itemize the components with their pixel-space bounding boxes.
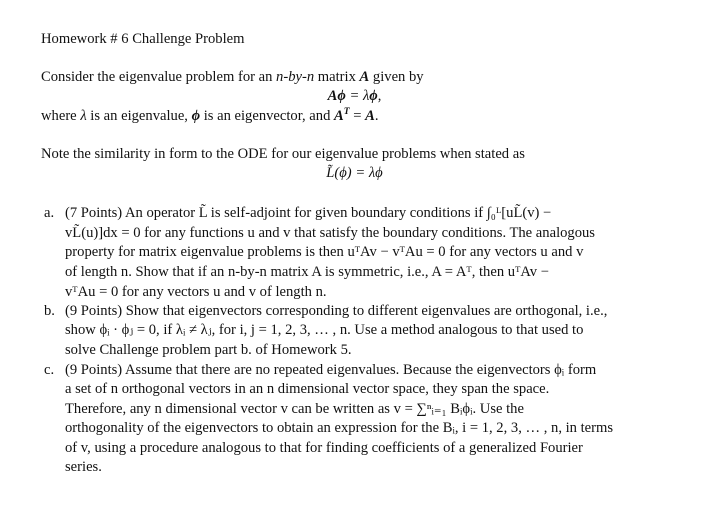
intro-line: Consider the eigenvalue problem for an n-by-n matrix A given by — [41, 69, 424, 85]
ode-equation: L̃(ϕ) = λϕ — [326, 165, 383, 181]
part-c-line: a set of n orthogonal vectors in an n dimensional vector space, they span the space. — [65, 381, 550, 397]
part-a-line: of length n. Show that if an n-by-n matrix A is symmetric, i.e., A = Aᵀ, then uᵀAv − — [65, 264, 549, 280]
page-title: Homework # 6 Challenge Problem — [41, 31, 245, 47]
part-a-line: vL̃(u)]dx = 0 for any functions u and v that satisfy the boundary conditions. The analogous — [65, 225, 595, 241]
part-c-line: orthogonality of the eigenvectors to obtain an expression for the Bᵢ, i = 1, 2, 3, … , n, in terms — [65, 420, 614, 436]
part-c-line: of v, using a procedure analogous to that for finding coefficients of a generalized Fourier — [65, 440, 583, 456]
part-a-label: a. — [44, 205, 55, 221]
note-line: Note the similarity in form to the ODE for our eigenvalue problems when stated as — [41, 146, 525, 162]
part-c-line: (9 Points) Assume that there are no repeated eigenvalues. Because the eigenvectors ϕᵢ form — [65, 362, 597, 378]
part-b-line: (9 Points) Show that eigenvectors corresponding to different eigenvalues are orthogonal, i.e., — [65, 303, 608, 319]
part-a-line: vᵀAu = 0 for any vectors u and v of length n. — [65, 284, 327, 300]
part-b-line: solve Challenge problem part b. of Homework 5. — [65, 342, 352, 358]
part-c-label: c. — [44, 362, 55, 378]
part-b-line: show ϕᵢ · ϕⱼ = 0, if λᵢ ≠ λⱼ, for i, j = 1, 2, 3, … , n. Use a method analogous to that used to — [65, 322, 584, 338]
part-c-line: series. — [65, 459, 102, 475]
part-b-label: b. — [44, 303, 55, 319]
eigen-equation: Aϕ = λϕ, — [327, 88, 382, 104]
part-c-line: Therefore, any n dimensional vector v can be written as v = ∑ⁿᵢ₌₁ Bᵢϕᵢ. Use the — [65, 401, 524, 417]
part-a-line: (7 Points) An operator L̃ is self-adjoint for given boundary conditions if ∫₀ᴸ[uL̃(v) − — [65, 205, 552, 221]
part-a-line: property for matrix eigenvalue problems is then uᵀAv − vᵀAu = 0 for any vectors u and v — [65, 244, 584, 260]
where-line: where λ is an eigenvalue, ϕ is an eigenvector, and $A^T = A$. — [41, 107, 379, 124]
